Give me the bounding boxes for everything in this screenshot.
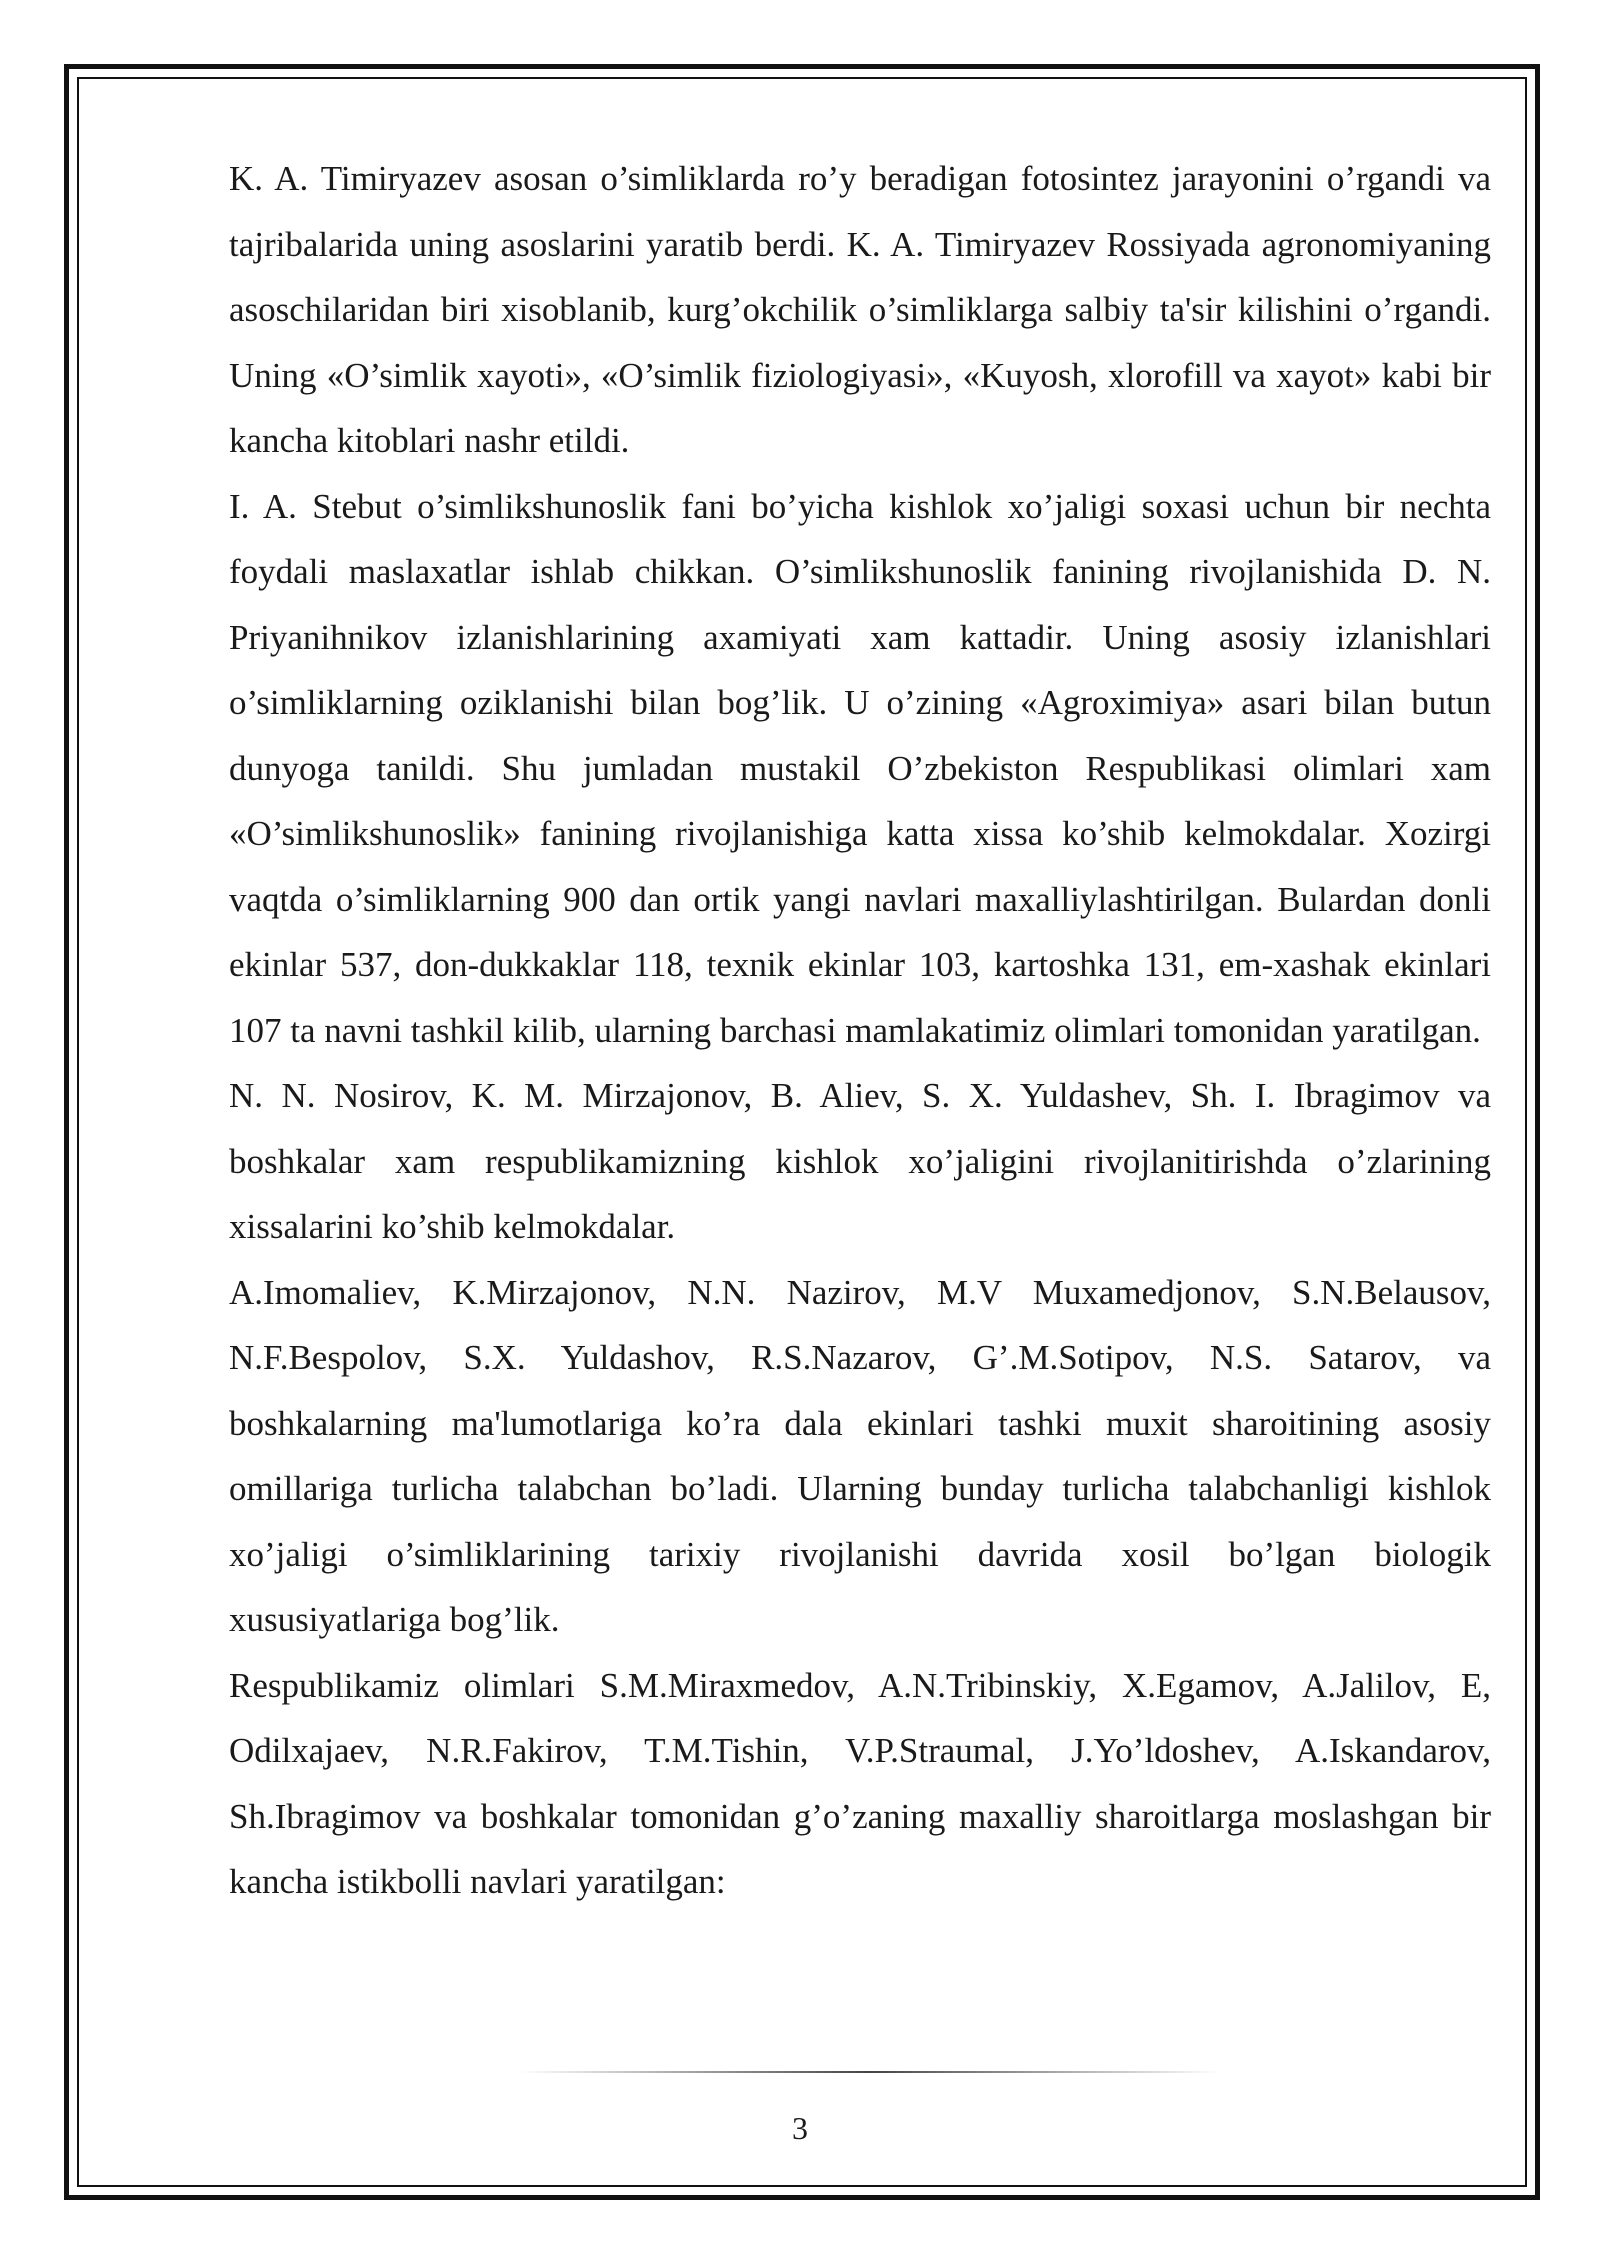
page-number: 3: [792, 2110, 808, 2146]
paragraph-stebut: I. A. Stebut o’simlikshunoslik fani bo’yicha kishlok xo’jaligi soxasi uchun bir nechta foydali maslaxatlar ishlab chikkan. O’simlikshunoslik fanining rivojlanishida D. N. Priyanihnikov izlanishlarining axamiyati xam kattadir. Uning asosiy izlanishlari o’simliklarning oziklanishi bilan bog’lik. U o’zining «Agroximiya» asari bilan butun dunyoga tanildi. Shu jumladan mustakil O’zbekiston Respublikasi olimlari xam «O’simlikshunoslik» fanining rivojlanishiga katta xissa ko’shib kelmokdalar. Xozirgi vaqtda o’simliklarning 900 dan ortik yangi navlari maxalliylashtirilgan. Bulardan donli ekinlar 537, don-dukkaklar 118, texnik ekinlar 103, kartoshka 131, em-xashak ekinlari 107 ta navni tashkil kilib, ularning barchasi mamlakatimiz olimlari tomonidan yaratilgan.: [229, 486, 1491, 1050]
paragraph-respublikamiz: Respublikamiz olimlari S.M.Miraxmedov, A.N.Tribinskiy, X.Egamov, A.Jalilov, E, Odilxajaev, N.R.Fakirov, T.M.Tishin, V.P.Straumal, J.Yo’ldoshev, A.Iskandarov, Sh.Ibragimov va boshkalar tomonidan g’o’zaning maxalliy sharoitlarga moslashgan bir kancha istikbolli navlari yaratilgan:: [229, 1665, 1491, 1901]
document-body: [229, 146, 1491, 1915]
paragraph-imomaliev: A.Imomaliev, K.Mirzajonov, N.N. Nazirov, M.V Muxamedjonov, S.N.Belausov, N.F.Bespolov, S.X. Yuldashov, R.S.Nazarov, G’.M.Sotipov, N.S. Satarov, va boshkalarning ma'lumotlariga ko’ra dala ekinlari tashki muxit sharoitining asosiy omillariga turlicha talabchan bo’ladi. Ularning bunday turlicha talabchanligi kishlok xo’jaligi o’simliklarining tarixiy rivojlanishi davrida xosil bo’lgan biologik xususiyatlariga bog’lik.: [229, 1272, 1491, 1639]
footer-divider: [520, 2069, 1220, 2075]
paragraph-nosirov: N. N. Nosirov, K. M. Mirzajonov, B. Aliev, S. X. Yuldashev, Sh. I. Ibragimov va boshkalar xam respublikamizning kishlok xo’jaligini rivojlanitirishda o’zlarining xissalarini ko’shib kelmokdalar.: [229, 1076, 1491, 1246]
paragraph-timiryazev: K. A. Timiryazev asosan o’simliklarda ro’y beradigan fotosintez jarayonini o’rgandi va tajribalarida uning asoslarini yaratib berdi. K. A. Timiryazev Rossiyada agronomiyaning asoschilaridan biri xisoblanib, kurg’okchilik o’simliklarga salbiy ta'sir kilishini o’rgandi. Uning «O’simlik xayoti», «O’simlik fiziologiyasi», «Kuyosh, xlorofill va xayot» kabi bir kancha kitoblari nashr etildi.: [229, 159, 1491, 460]
